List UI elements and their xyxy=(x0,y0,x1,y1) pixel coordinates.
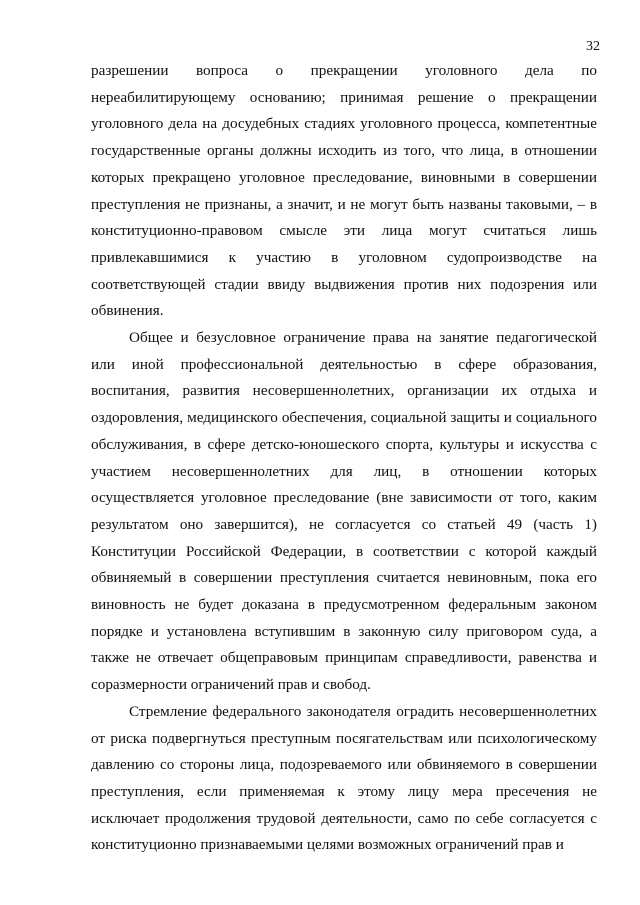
paragraph-continuation: разрешении вопроса о прекращении уголовного дела по нереабилитирующему основанию; принимая решение о прекращении уголовного дела на досудебных стадиях уголовного процесса, компетентные государственные органы должны исходить из того, что лица, в отношении которых прекращено уголовное преследование, виновными в совершении преступления не признаны, а значит, и не могут быть названы таковыми, – в конституционно-правовом смысле эти лица могут считаться лишь привлекавшимися к участию в уголовном судопроизводстве на соответствующей стадии ввиду выдвижения против них подозрения или обвинения. xyxy=(91,62,597,320)
body-text xyxy=(91,58,597,859)
paragraph-restriction: Общее и безусловное ограничение права на занятие педагогической или иной профессиональной деятельностью в сфере образования, воспитания, развития несовершеннолетних, организации их отдыха и оздоровления, медицинского обеспечения, социальной защиты и социального обслуживания, в сфере детско-юношеского спорта, культуры и искусства с участием несовершеннолетних для лиц, в отношении которых осуществляется уголовное преследование (вне зависимости от того, каким результатом оно завершится), не согласуется со статьей 49 (часть 1) Конституции Российской Федерации, в соответствии с которой каждый обвиняемый в совершении преступления считается невиновным, пока его виновность не будет доказана в предусмотренном федеральным законом порядке и установлена вступившим в законную силу приговором суда, а также не отвечает общеправовым принципам справедливости, равенства и соразмерности ограничений прав и свобод. xyxy=(91,329,597,694)
paragraph-legislator-intent: Стремление федерального законодателя оградить несовершеннолетних от риска подвергнуться преступным посягательствам или психологическому давлению со стороны лица, подозреваемого или обвиняемого в совершении преступления, если применяемая к этому лицу мера пресечения не исключает продолжения трудовой деятельности, само по себе согласуется с конституционно признаваемыми целями возможных ограничений прав и xyxy=(91,702,597,854)
page-number: 32 xyxy=(586,39,600,54)
